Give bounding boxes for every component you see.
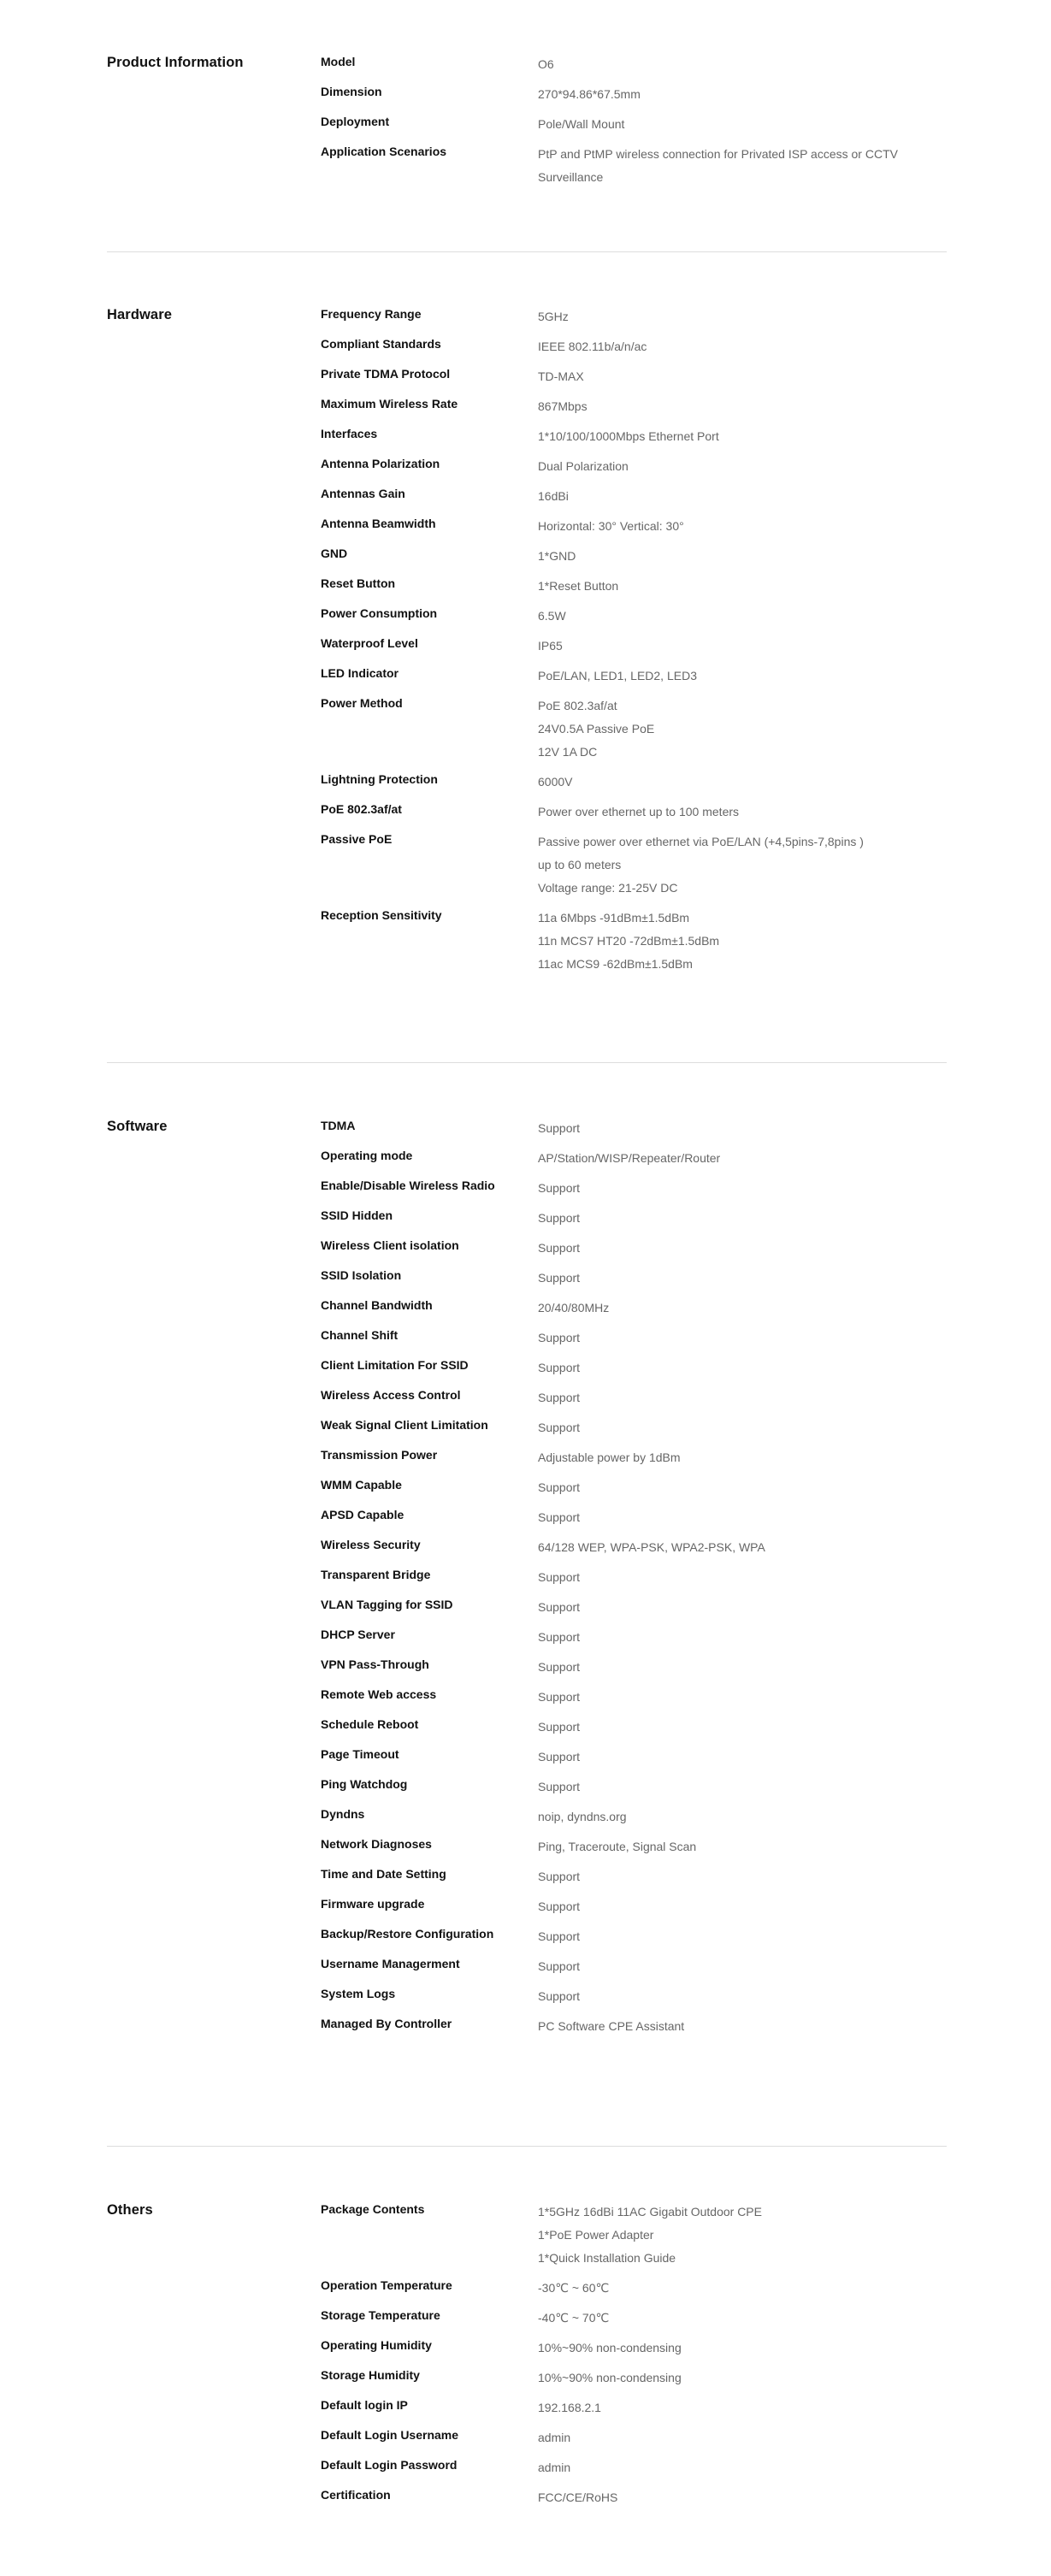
spec-value-line: Support <box>538 1510 581 1524</box>
spec-value <box>538 1446 947 1469</box>
spec-label: Transparent Bridge <box>321 1568 431 1581</box>
spec-row <box>321 1777 947 1799</box>
spec-row <box>321 367 947 388</box>
spec-value <box>538 1835 947 1858</box>
spec-value-line: 1*PoE Power Adapter <box>538 2228 654 2242</box>
spec-value <box>538 485 947 508</box>
spec-value-line: PC Software CPE Assistant <box>538 2019 685 2033</box>
spec-label: Lightning Protection <box>321 772 438 786</box>
spec-row <box>321 2458 947 2479</box>
spec-value-line: 6000V <box>538 775 573 789</box>
spec-label: Reset Button <box>321 576 396 590</box>
spec-value-line: Support <box>538 1900 581 1913</box>
spec-value <box>538 1925 947 1948</box>
spec-value-line: FCC/CE/RoHS <box>538 2490 618 2504</box>
spec-value-line: Support <box>538 1660 581 1674</box>
spec-value <box>538 2456 947 2479</box>
spec-value <box>538 2307 947 2330</box>
spec-label: Certification <box>321 2488 391 2502</box>
spec-list <box>321 55 947 198</box>
spec-row <box>321 772 947 794</box>
spec-row <box>321 1478 947 1499</box>
spec-label: Time and Date Setting <box>321 1867 446 1881</box>
spec-value <box>538 365 947 388</box>
spec-row <box>321 606 947 628</box>
spec-row <box>321 802 947 824</box>
spec-value <box>538 1895 947 1918</box>
spec-label: Dimension <box>321 85 382 98</box>
spec-value <box>538 2337 947 2360</box>
section-title: Others <box>107 2202 153 2218</box>
spec-row <box>321 1628 947 1649</box>
spec-label: Waterproof Level <box>321 636 418 650</box>
spec-value-line: Voltage range: 21-25V DC <box>538 881 678 895</box>
spec-label: Default Login Username <box>321 2428 459 2442</box>
spec-value <box>538 830 947 900</box>
spec-value <box>538 575 947 598</box>
spec-value-line: Support <box>538 1929 581 1943</box>
spec-value <box>538 2366 947 2390</box>
spec-row <box>321 576 947 598</box>
spec-value <box>538 2396 947 2419</box>
spec-row <box>321 2428 947 2449</box>
spec-row <box>321 307 947 328</box>
spec-value <box>538 1955 947 1978</box>
spec-value-line: Support <box>538 1750 581 1764</box>
section-divider <box>107 251 947 252</box>
spec-value <box>538 1326 947 1350</box>
spec-value <box>538 455 947 478</box>
spec-label: Antenna Polarization <box>321 457 440 470</box>
spec-row <box>321 1807 947 1829</box>
spec-value-line: TD-MAX <box>538 369 584 383</box>
spec-list <box>321 2202 947 2518</box>
spec-label: Deployment <box>321 115 390 128</box>
spec-label: Passive PoE <box>321 832 393 846</box>
spec-value-line: Horizontal: 30° Vertical: 30° <box>538 519 684 533</box>
spec-label: Username Managerment <box>321 1957 460 1970</box>
spec-value <box>538 1865 947 1888</box>
spec-row <box>321 1927 947 1948</box>
spec-label: LED Indicator <box>321 666 399 680</box>
spec-row <box>321 1837 947 1858</box>
spec-label: Maximum Wireless Rate <box>321 397 458 411</box>
spec-value-line: 1*GND <box>538 549 576 563</box>
spec-value <box>538 1686 947 1709</box>
spec-value-line: 6.5W <box>538 609 566 623</box>
spec-row <box>321 2338 947 2360</box>
spec-value <box>538 1716 947 1739</box>
spec-label: Frequency Range <box>321 307 422 321</box>
spec-value-line: 1*Reset Button <box>538 579 619 593</box>
spec-value-line: Surveillance <box>538 170 604 184</box>
spec-row <box>321 2202 947 2270</box>
spec-value <box>538 305 947 328</box>
spec-value-line: Support <box>538 1630 581 1644</box>
spec-value <box>538 53 947 76</box>
spec-value <box>538 2277 947 2300</box>
spec-value-line: 1*5GHz 16dBi 11AC Gigabit Outdoor CPE <box>538 2205 762 2219</box>
spec-row <box>321 145 947 189</box>
spec-value-line: Support <box>538 1690 581 1704</box>
spec-value <box>538 1626 947 1649</box>
spec-value <box>538 1566 947 1589</box>
spec-value-line: Ping, Traceroute, Signal Scan <box>538 1840 697 1853</box>
spec-value-line: Support <box>538 1181 581 1195</box>
spec-row <box>321 487 947 508</box>
spec-label: Reception Sensitivity <box>321 908 442 922</box>
section-title: Product Information <box>107 55 244 70</box>
spec-value-line: Support <box>538 1780 581 1793</box>
spec-value <box>538 801 947 824</box>
spec-label: Operating mode <box>321 1149 413 1162</box>
spec-row <box>321 2368 947 2390</box>
spec-row <box>321 1508 947 1529</box>
spec-value-line: 867Mbps <box>538 399 587 413</box>
spec-value-line: Support <box>538 1480 581 1494</box>
spec-row <box>321 1867 947 1888</box>
spec-value <box>538 425 947 448</box>
spec-value <box>538 2426 947 2449</box>
spec-value <box>538 83 947 106</box>
spec-label: Channel Shift <box>321 1328 399 1342</box>
spec-value-line: O6 <box>538 57 554 71</box>
spec-value-line: 24V0.5A Passive PoE <box>538 722 655 736</box>
spec-value-line: PoE/LAN, LED1, LED2, LED3 <box>538 669 697 682</box>
spec-value-line: Support <box>538 1241 581 1255</box>
spec-label: Package Contents <box>321 2202 425 2216</box>
spec-label: Compliant Standards <box>321 337 441 351</box>
spec-label: WMM Capable <box>321 1478 402 1492</box>
spec-value <box>538 1476 947 1499</box>
spec-label: Remote Web access <box>321 1687 437 1701</box>
spec-row <box>321 115 947 136</box>
spec-value-line: Adjustable power by 1dBm <box>538 1450 681 1464</box>
spec-row <box>321 1687 947 1709</box>
spec-value <box>538 1506 947 1529</box>
spec-label: Default login IP <box>321 2398 408 2412</box>
spec-label: Interfaces <box>321 427 378 440</box>
spec-value-line: 11a 6Mbps -91dBm±1.5dBm <box>538 911 690 925</box>
spec-row <box>321 1298 947 1320</box>
spec-row <box>321 337 947 358</box>
spec-value-line: Support <box>538 1959 581 1973</box>
spec-value <box>538 1985 947 2008</box>
spec-value-line: Support <box>538 1271 581 1285</box>
spec-row <box>321 1149 947 1170</box>
spec-row <box>321 2017 947 2038</box>
spec-label: Network Diagnoses <box>321 1837 432 1851</box>
spec-row <box>321 1538 947 1559</box>
spec-value-line: 11n MCS7 HT20 -72dBm±1.5dBm <box>538 934 720 948</box>
spec-value-line: AP/Station/WISP/Repeater/Router <box>538 1151 721 1165</box>
section-divider <box>107 2146 947 2147</box>
spec-label: Wireless Access Control <box>321 1388 461 1402</box>
spec-row <box>321 1119 947 1140</box>
spec-value <box>538 1147 947 1170</box>
spec-row <box>321 55 947 76</box>
spec-label: GND <box>321 547 348 560</box>
spec-label: Ping Watchdog <box>321 1777 408 1791</box>
spec-value <box>538 1297 947 1320</box>
section-title: Hardware <box>107 307 173 322</box>
spec-row <box>321 1987 947 2008</box>
spec-value-line: 192.168.2.1 <box>538 2401 601 2414</box>
spec-value-line: PoE 802.3af/at <box>538 699 617 712</box>
spec-value <box>538 907 947 976</box>
spec-value-line: Power over ethernet up to 100 meters <box>538 805 740 818</box>
spec-label: Operation Temperature <box>321 2278 452 2292</box>
spec-value-line: Support <box>538 1211 581 1225</box>
spec-row <box>321 1717 947 1739</box>
spec-row <box>321 397 947 418</box>
spec-row <box>321 908 947 976</box>
spec-label: Weak Signal Client Limitation <box>321 1418 488 1432</box>
spec-label: TDMA <box>321 1119 356 1132</box>
spec-row <box>321 1179 947 1200</box>
spec-value-line: 16dBi <box>538 489 569 503</box>
spec-label: APSD Capable <box>321 1508 404 1521</box>
spec-list <box>321 307 947 984</box>
spec-row <box>321 666 947 688</box>
spec-row <box>321 457 947 478</box>
spec-value-line: 5GHz <box>538 310 569 323</box>
spec-row <box>321 1238 947 1260</box>
spec-label: Storage Temperature <box>321 2308 440 2322</box>
spec-value <box>538 335 947 358</box>
spec-value <box>538 1356 947 1380</box>
spec-row <box>321 2308 947 2330</box>
spec-value <box>538 1775 947 1799</box>
spec-label: Default Login Password <box>321 2458 458 2472</box>
spec-label: Power Method <box>321 696 403 710</box>
spec-label: Storage Humidity <box>321 2368 420 2382</box>
spec-label: Enable/Disable Wireless Radio <box>321 1179 495 1192</box>
spec-value <box>538 1267 947 1290</box>
spec-value <box>538 635 947 658</box>
spec-row <box>321 1657 947 1679</box>
spec-row <box>321 517 947 538</box>
spec-label: Firmware upgrade <box>321 1897 425 1911</box>
spec-value <box>538 515 947 538</box>
spec-value-line: Support <box>538 1391 581 1404</box>
spec-label: Client Limitation For SSID <box>321 1358 469 1372</box>
spec-value <box>538 605 947 628</box>
spec-row <box>321 1418 947 1439</box>
spec-row <box>321 1328 947 1350</box>
section-divider <box>107 1062 947 1063</box>
spec-label: Managed By Controller <box>321 2017 452 2030</box>
spec-label: VLAN Tagging for SSID <box>321 1598 453 1611</box>
spec-label: SSID Isolation <box>321 1268 402 1282</box>
spec-value <box>538 1207 947 1230</box>
spec-value <box>538 1386 947 1409</box>
spec-value-line: PtP and PtMP wireless connection for Privated ISP access or CCTV <box>538 147 898 161</box>
spec-value-line: -40℃ ~ 70℃ <box>538 2311 610 2325</box>
spec-value <box>538 1117 947 1140</box>
spec-value <box>538 2015 947 2038</box>
spec-value <box>538 694 947 764</box>
spec-value <box>538 1656 947 1679</box>
spec-label: Page Timeout <box>321 1747 399 1761</box>
spec-value-line: Pole/Wall Mount <box>538 117 625 131</box>
spec-label: Power Consumption <box>321 606 438 620</box>
spec-value <box>538 113 947 136</box>
spec-row <box>321 547 947 568</box>
spec-value <box>538 1237 947 1260</box>
spec-label: Model <box>321 55 356 68</box>
spec-value-line: 20/40/80MHz <box>538 1301 610 1315</box>
spec-value-line: 1*Quick Installation Guide <box>538 2251 676 2265</box>
spec-value-line: Dual Polarization <box>538 459 629 473</box>
spec-row <box>321 1358 947 1380</box>
section-title: Software <box>107 1119 168 1134</box>
spec-value-line: 12V 1A DC <box>538 745 598 759</box>
spec-row <box>321 85 947 106</box>
spec-value-line: Support <box>538 1989 581 2003</box>
spec-row <box>321 2488 947 2509</box>
spec-value-line: Support <box>538 1421 581 1434</box>
spec-label: Application Scenarios <box>321 145 447 158</box>
spec-row <box>321 2278 947 2300</box>
spec-value <box>538 1596 947 1619</box>
spec-label: SSID Hidden <box>321 1208 393 1222</box>
spec-value <box>538 1805 947 1829</box>
spec-value-line: Support <box>538 1720 581 1734</box>
spec-value-line: 10%~90% non-condensing <box>538 2371 682 2384</box>
spec-row <box>321 1208 947 1230</box>
spec-label: Antenna Beamwidth <box>321 517 436 530</box>
spec-value-line: 11ac MCS9 -62dBm±1.5dBm <box>538 957 693 971</box>
spec-row <box>321 427 947 448</box>
spec-value-line: 64/128 WEP, WPA-PSK, WPA2-PSK, WPA <box>538 1540 765 1554</box>
spec-value-line: 1*10/100/1000Mbps Ethernet Port <box>538 429 719 443</box>
spec-label: PoE 802.3af/at <box>321 802 402 816</box>
spec-label: Schedule Reboot <box>321 1717 419 1731</box>
spec-label: Antennas Gain <box>321 487 405 500</box>
spec-value <box>538 771 947 794</box>
spec-value <box>538 395 947 418</box>
spec-value-line: Support <box>538 1361 581 1374</box>
spec-row <box>321 1568 947 1589</box>
spec-label: VPN Pass-Through <box>321 1657 429 1671</box>
spec-row <box>321 1957 947 1978</box>
spec-value-line: up to 60 meters <box>538 858 622 871</box>
spec-label: DHCP Server <box>321 1628 395 1641</box>
spec-label: Channel Bandwidth <box>321 1298 433 1312</box>
spec-value <box>538 1416 947 1439</box>
spec-value-line: Support <box>538 1570 581 1584</box>
spec-value-line: noip, dyndns.org <box>538 1810 627 1823</box>
spec-value-line: admin <box>538 2431 571 2444</box>
spec-list <box>321 1119 947 2047</box>
spec-row <box>321 2398 947 2419</box>
spec-label: Transmission Power <box>321 1448 438 1462</box>
spec-value-line: Support <box>538 1331 581 1344</box>
spec-value-line: IEEE 802.11b/a/n/ac <box>538 340 647 353</box>
spec-value <box>538 1536 947 1559</box>
spec-value <box>538 1177 947 1200</box>
spec-label: Wireless Client isolation <box>321 1238 459 1252</box>
spec-row <box>321 1388 947 1409</box>
spec-row <box>321 832 947 900</box>
spec-value <box>538 545 947 568</box>
spec-value-line: Support <box>538 1121 581 1135</box>
spec-value <box>538 1746 947 1769</box>
spec-value-line: 270*94.86*67.5mm <box>538 87 641 101</box>
spec-value <box>538 2486 947 2509</box>
spec-value <box>538 143 947 189</box>
spec-label: Backup/Restore Configuration <box>321 1927 494 1941</box>
spec-label: Private TDMA Protocol <box>321 367 451 381</box>
spec-value <box>538 2201 947 2270</box>
spec-value-line: 10%~90% non-condensing <box>538 2341 682 2354</box>
spec-value-line: Passive power over ethernet via PoE/LAN (+4,5pins-7,8pins ) <box>538 835 864 848</box>
spec-value-line: admin <box>538 2461 571 2474</box>
spec-value-line: IP65 <box>538 639 563 653</box>
spec-row <box>321 1448 947 1469</box>
spec-label: System Logs <box>321 1987 396 2000</box>
spec-value <box>538 665 947 688</box>
spec-row <box>321 1747 947 1769</box>
spec-label: Operating Humidity <box>321 2338 432 2352</box>
spec-label: Dyndns <box>321 1807 365 1821</box>
spec-row <box>321 696 947 764</box>
spec-row <box>321 1268 947 1290</box>
spec-row <box>321 1598 947 1619</box>
spec-row <box>321 1897 947 1918</box>
spec-value-line: -30℃ ~ 60℃ <box>538 2281 610 2295</box>
spec-label: Wireless Security <box>321 1538 421 1551</box>
spec-value-line: Support <box>538 1870 581 1883</box>
spec-value-line: Support <box>538 1600 581 1614</box>
spec-row <box>321 636 947 658</box>
